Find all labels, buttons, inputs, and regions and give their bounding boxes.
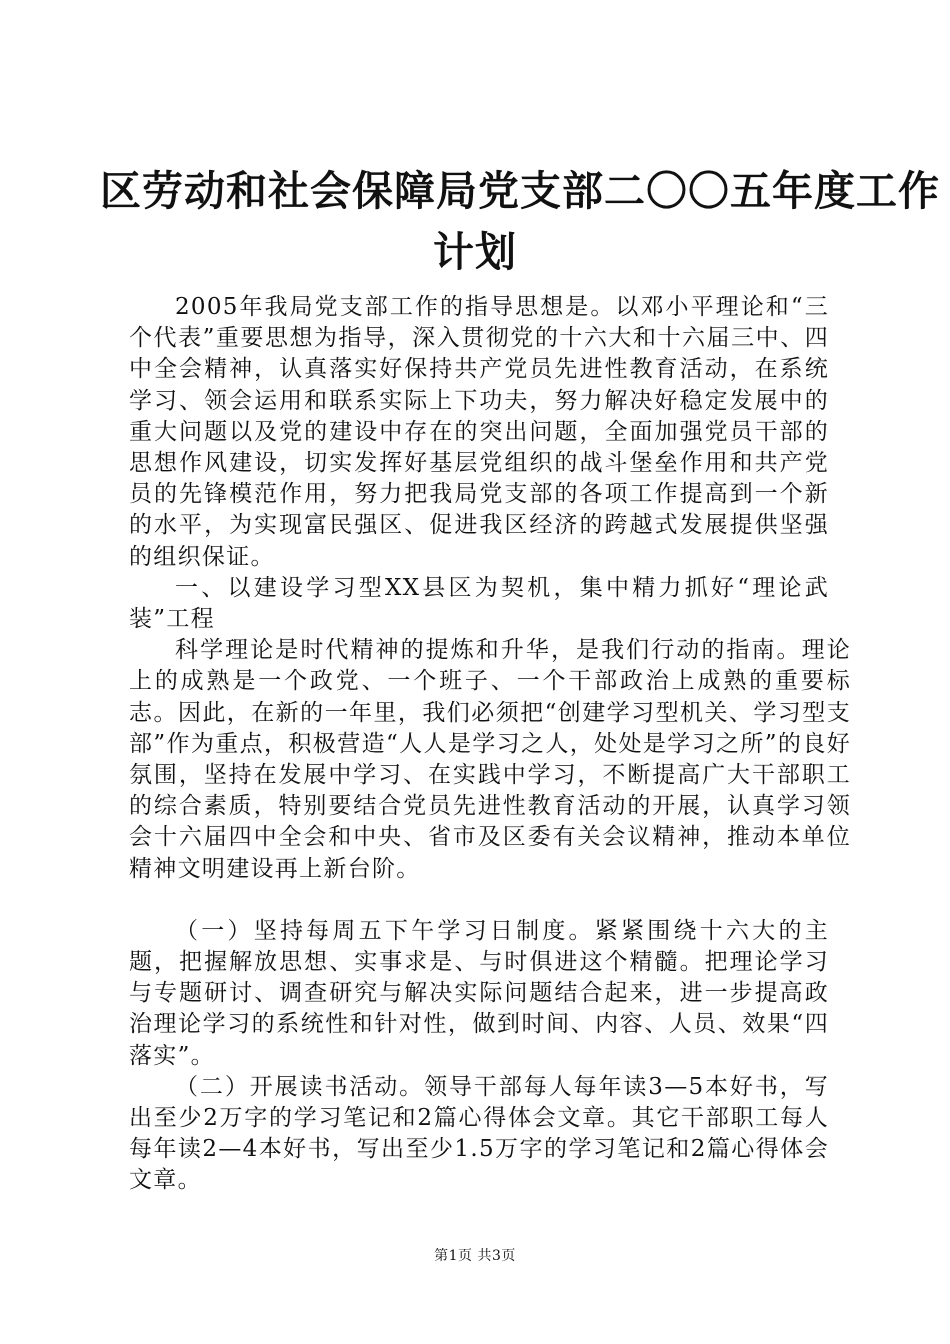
page-number-footer: 第1页 共3页 [434, 1248, 516, 1264]
paragraph-theory: 科学理论是时代精神的提炼和升华，是我们行动的指南。理论上的成熟是一个政党、一个班子、一个干部政治上成熟的重要标志。因此，在新的一年里，我们必须把“创建学习型机关、学习型支部”作为重点，积极营造“人人是学习之人，处处是学习之所”的良好氛围，坚持在发展中学习、在实践中学习，不断提高广大干部职工的综合素质，特别要结合党员先进性教育活动的开展，认真学习领会十六届四中全会和中央、省市及区委有关会议精神，推动本单位精神文明建设再上新台阶。 [129, 637, 851, 882]
paragraph-item-2: （二）开展读书活动。领导干部每人每年读3—5本好书，写出至少2万字的学习笔记和2篇心得体会文章。其它干部职工每人每年读2—4本好书，写出至少1.5万字的学习笔记和2篇心得体会文章。 [129, 1073, 829, 1194]
paragraph-guiding-thought: 2005年我局党支部工作的指导思想是。以邓小平理论和“三个代表”重要思想为指导，深入贯彻党的十六大和十六届三中、四中全会精神，认真落实好保持共产党员先进性教育活动，在系统学习、领会运用和联系实际上下功夫，努力解决好稳定发展中的重大问题以及党的建设中存在的突出问题，全面加强党员干部的思想作风建设，切实发挥好基层党组织的战斗堡垒作用和共产党员的先锋模范作用，努力把我局党支部的各项工作提高到一个新的水平，为实现富民强区、促进我区经济的跨越式发展提供坚强的组织保证。 [129, 294, 829, 570]
document-body [129, 292, 851, 1197]
document-title-line-1: 区劳动和社会保障局党支部二〇〇五年度工作 [100, 167, 940, 215]
section-heading-1: 一、以建设学习型XX县区为契机，集中精力抓好“理论武装”工程 [129, 574, 829, 633]
document-title-line-2: 计划 [433, 228, 517, 276]
paragraph-item-1: （一）坚持每周五下午学习日制度。紧紧围绕十六大的主题，把握解放思想、实事求是、与时俱进这个精髓。把理论学习与专题研讨、调查研究与解决实际问题结合起来，进一步提高政治理论学习的系统性和针对性，做到时间、内容、人员、效果“四落实”。 [129, 917, 829, 1069]
